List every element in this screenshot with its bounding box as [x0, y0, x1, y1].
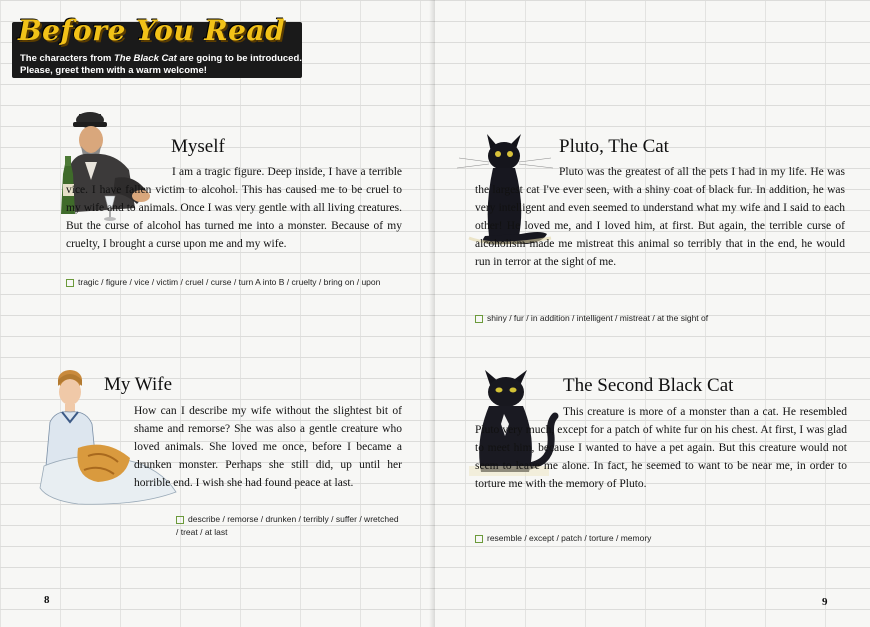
banner-intro: The characters from The Black Cat are going to be introduced. Please, greet them with a warm welcome! — [20, 53, 302, 76]
banner-title: Before You Read — [18, 14, 286, 47]
book-title: The Black Cat — [113, 53, 177, 64]
page-number-right: 9 — [822, 596, 828, 608]
pluto-name: Pluto, The Cat — [559, 136, 669, 157]
wife-vocab: describe / remorse / drunken / terribly / suffer / wretched / treat / at last — [176, 514, 399, 537]
checkbox-icon — [475, 315, 483, 323]
wife-text: How can I describe my wife without the slightest bit of shame and remorse? She was also a gentle creature who loved animals. She loved me once, before I became a drunken monster. Perhaps she still did, up until her horrible end. I wish she had found peace at last. — [134, 405, 402, 489]
second-cat-name: The Second Black Cat — [563, 375, 734, 396]
right-page — [435, 0, 870, 627]
second-cat-text: This creature is more of a monster than a cat. He resembled Pluto very much, except for a patch of white fur on his chest. At first, I was glad to meet him, because I wanted to have a pet again. But this creature would not seem to leave me alone. In fact, he seemed to want to be near me, in order to torture me with the memory of Pluto. — [475, 406, 847, 490]
pluto-text: Pluto was the greatest of all the pets I had in my life. He was the largest cat I've ever seen, with a shiny coat of black fur. In addition, he was very intelligent and even seemed to understand what my wife and I said to each other! He loved me, and I loved him, at first. But again, the terrible curse of alcoholism made me mistreat this animal so terribly that in the end, he would run in terror at the sight of me. — [475, 166, 845, 268]
checkbox-icon — [66, 279, 74, 287]
myself-vocab: tragic / figure / vice / victim / cruel / curse / turn A into B / cruelty / bring on / upon — [66, 276, 406, 289]
checkbox-icon — [176, 516, 184, 524]
pluto-vocab: shiny / fur / in addition / intelligent / mistreat / at the sight of — [475, 312, 845, 325]
wife-name: My Wife — [104, 374, 173, 395]
checkbox-icon — [475, 535, 483, 543]
second-cat-vocab: resemble / except / patch / torture / memory — [475, 532, 845, 545]
myself-text: I am a tragic figure. Deep inside, I have a terrible vice. I have fallen victim to alcohol. This has caused me to be cruel to my wife and to animals. Once I was very gentle with all living creatures. But the curse of alcohol has turned me into a monster. Because of my cruelty, I brought a curse upon me and my wife. — [66, 166, 402, 250]
page-number-left: 8 — [44, 594, 50, 606]
before-you-read-banner — [12, 14, 302, 78]
myself-name: Myself — [171, 136, 225, 157]
